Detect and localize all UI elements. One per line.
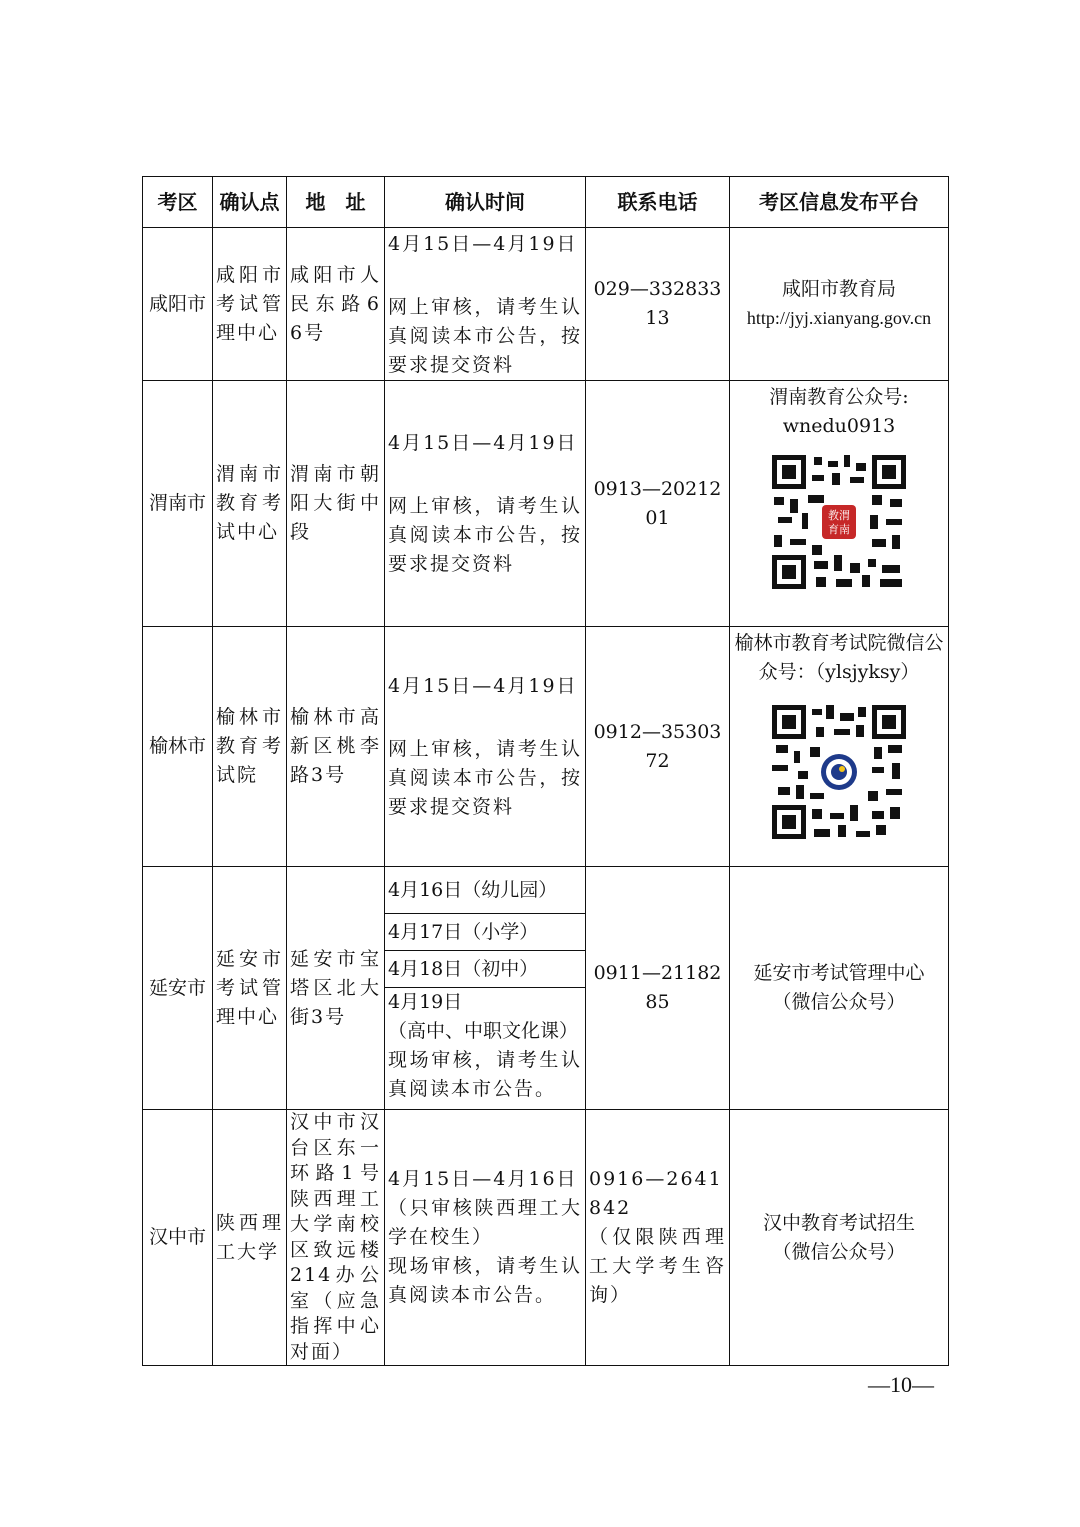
platform-name: 渭南教育公众号: bbox=[769, 386, 909, 408]
page-number: —10— bbox=[868, 1372, 934, 1397]
platform-cell bbox=[730, 867, 949, 1110]
platform-name: 汉中教育考试招生 bbox=[762, 1211, 915, 1234]
time-cell bbox=[385, 627, 586, 867]
table-row bbox=[143, 627, 949, 867]
region-cell: 咸阳市 bbox=[143, 228, 213, 381]
time-cell bbox=[385, 228, 586, 381]
platform-cell bbox=[730, 1110, 949, 1366]
address-cell: 渭南市朝阳大街中段 bbox=[287, 381, 385, 627]
table-row bbox=[143, 867, 949, 1110]
address-cell: 咸阳市人民东路66号 bbox=[287, 228, 385, 381]
table-row bbox=[143, 381, 949, 627]
time-last-detail: （高中、中职文化课） bbox=[388, 1020, 579, 1042]
svg-text:育南: 育南 bbox=[828, 523, 850, 536]
region-cell: 榆林市 bbox=[143, 627, 213, 867]
point-cell: 延安市考试管理中心 bbox=[213, 867, 287, 1110]
point-cell: 渭南市教育考试中心 bbox=[213, 381, 287, 627]
phone-cell: 0913—2021201 bbox=[586, 381, 730, 627]
svg-text:教渭: 教渭 bbox=[828, 509, 850, 522]
platform-sub: （微信公众号） bbox=[772, 991, 906, 1013]
time-note: 网上审核，请考生认真阅读本市公告，按要求提交资料 bbox=[388, 296, 582, 376]
platform-name: 榆林市教育考试院微信公众号：（ylsjyksy） bbox=[734, 632, 944, 683]
platform-name: 延安市考试管理中心 bbox=[753, 962, 925, 984]
table-row bbox=[143, 1110, 949, 1366]
time-range: 4月15日—4月19日 bbox=[388, 431, 578, 454]
phone-cell bbox=[586, 1110, 730, 1366]
platform-cell bbox=[730, 228, 949, 381]
time-range: 4月15日—4月16日 bbox=[388, 1168, 578, 1190]
time-note: 网上审核，请考生认真阅读本市公告，按要求提交资料 bbox=[388, 494, 582, 575]
time-slot: 4月18日（初中） bbox=[385, 951, 585, 988]
table-row bbox=[143, 228, 949, 381]
region-cell: 汉中市 bbox=[143, 1110, 213, 1366]
time-slot: 4月17日（小学） bbox=[385, 914, 585, 951]
header-phone: 联系电话 bbox=[586, 177, 730, 228]
table-header-row bbox=[143, 177, 949, 228]
header-time: 确认时间 bbox=[385, 177, 586, 228]
address-cell: 汉中市汉台区东一环路1号陕西理工大学南校区致远楼214办公室（应急指挥中心对面） bbox=[287, 1110, 385, 1366]
platform-cell bbox=[730, 627, 949, 867]
time-note: 现场审核，请考生认真阅读本市公告。 bbox=[388, 1255, 582, 1306]
point-cell: 榆林市教育考试院 bbox=[213, 627, 287, 867]
region-cell: 延安市 bbox=[143, 867, 213, 1110]
time-range: 4月15日—4月19日 bbox=[388, 674, 578, 697]
phone-note: （仅限陕西理工大学考生咨询） bbox=[589, 1226, 726, 1306]
platform-sub: （微信公众号） bbox=[772, 1240, 906, 1263]
time-slot: 4月16日（幼儿园） bbox=[385, 867, 585, 914]
time-note: 现场审核，请考生认真阅读本市公告。 bbox=[388, 1049, 582, 1100]
time-range: 4月15日—4月19日 bbox=[388, 233, 578, 255]
time-detail: （只审核陕西理工大学在校生） bbox=[388, 1197, 582, 1248]
platform-url: http://jyj.xianyang.gov.cn bbox=[746, 308, 932, 328]
address-cell: 延安市宝塔区北大街3号 bbox=[287, 867, 385, 1110]
region-cell: 渭南市 bbox=[143, 381, 213, 627]
phone-cell: 0912—3530372 bbox=[586, 627, 730, 867]
time-slot-last bbox=[385, 988, 585, 1104]
qr-code-icon bbox=[772, 705, 906, 839]
header-region: 考区 bbox=[143, 177, 213, 228]
platform-account: wnedu0913 bbox=[782, 415, 896, 437]
header-address: 地 址 bbox=[287, 177, 385, 228]
header-point: 确认点 bbox=[213, 177, 287, 228]
time-cell bbox=[385, 1110, 586, 1366]
exam-confirmation-table bbox=[142, 176, 949, 1366]
time-cell bbox=[385, 867, 586, 1110]
header-platform: 考区信息发布平台 bbox=[730, 177, 949, 228]
platform-cell bbox=[730, 381, 949, 627]
phone-number: 0916—2641842 bbox=[589, 1168, 723, 1219]
time-last: 4月19日 bbox=[388, 991, 463, 1013]
phone-cell: 0911—2118285 bbox=[586, 867, 730, 1110]
phone-cell: 029—33283313 bbox=[586, 228, 730, 381]
address-cell: 榆林市高新区桃李路3号 bbox=[287, 627, 385, 867]
time-note: 网上审核，请考生认真阅读本市公告，按要求提交资料 bbox=[388, 737, 582, 818]
point-cell: 咸阳市考试管理中心 bbox=[213, 228, 287, 381]
point-cell: 陕西理工大学 bbox=[213, 1110, 287, 1366]
qr-code-icon bbox=[772, 455, 906, 589]
time-cell bbox=[385, 381, 586, 627]
platform-name: 咸阳市教育局 bbox=[781, 278, 896, 300]
